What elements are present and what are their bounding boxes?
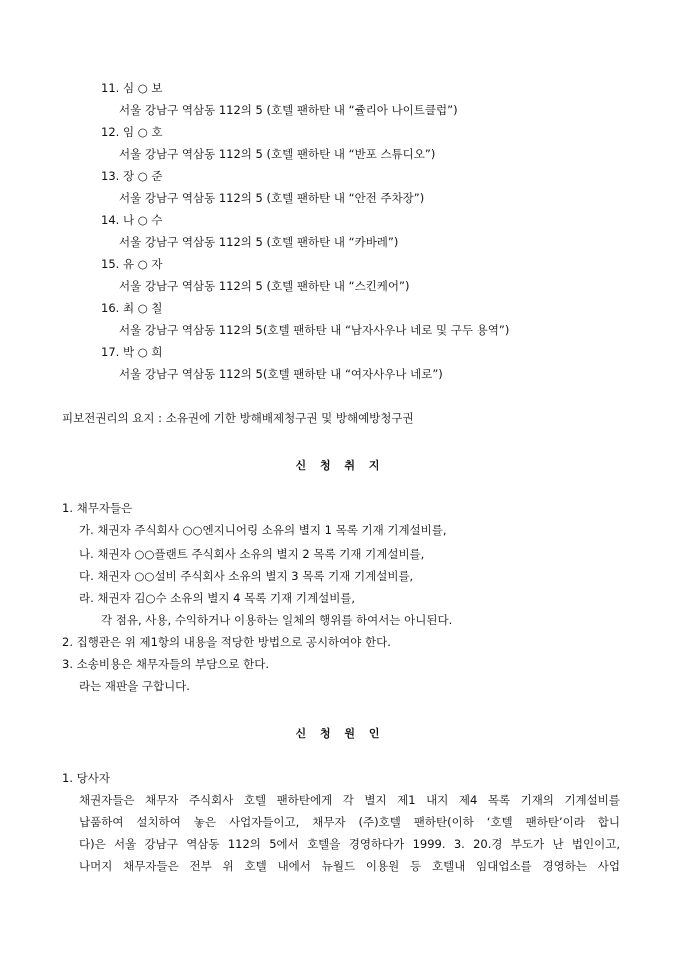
purpose-item-1: 1. 채무자들은	[62, 501, 133, 515]
party-17-address: 서울 강남구 역삼동 112의 5(호텔 팬하탄 내 “여자사우나 네로”)	[119, 367, 443, 381]
purpose-closing: 라는 재판을 구합니다.	[79, 679, 190, 693]
party-14-address: 서울 강남구 역삼동 112의 5 (호텔 팬하탄 내 “카바레”)	[119, 235, 399, 249]
party-12-name: 12. 임 ○ 호	[101, 125, 163, 139]
purpose-item-1-conclusion: 각 점유, 사용, 수익하거나 이용하는 일체의 행위를 하여서는 아니된다.	[101, 613, 453, 627]
party-16-address: 서울 강남구 역삼동 112의 5(호텔 팬하탄 내 “남자사우나 네로 및 구두 용역”)	[119, 323, 510, 337]
cause-paragraph-line-4: 나머지 채무자들은 전부 위 호텔 내에서 뉴월드 이용원 등 호텔내 임대업소를 경영하는 사업	[79, 859, 620, 873]
purpose-item-1b: 나. 채권자 ○○플랜트 주식회사 소유의 별지 2 목록 기재 기계설비를,	[79, 547, 425, 561]
party-13-address: 서울 강남구 역삼동 112의 5 (호텔 팬하탄 내 “안전 주차장”)	[119, 191, 425, 205]
section-title-purpose: 신 청 취 지	[295, 459, 385, 472]
section-title-cause: 신 청 원 인	[295, 727, 385, 740]
preserved-right-summary: 피보전권리의 요지 : 소유권에 기한 방해배제청구권 및 방해예방청구권	[62, 411, 414, 425]
purpose-item-2: 2. 집행관은 위 제1항의 내용을 적당한 방법으로 공시하여야 한다.	[62, 635, 391, 649]
purpose-item-1d: 라. 채권자 김○수 소유의 별지 4 목록 기재 기계설비를,	[79, 591, 356, 605]
purpose-item-3: 3. 소송비용은 채무자들의 부담으로 한다.	[62, 657, 269, 671]
party-11-address: 서울 강남구 역삼동 112의 5 (호텔 팬하탄 내 “쥴리아 나이트클럽”)	[119, 103, 458, 117]
cause-paragraph-line-2: 납품하여 설치하여 놓은 사업자들이고, 채무자 (주)호텔 팬하탄(이하 ‘호텔 팬하탄’이라 합니	[79, 815, 620, 829]
party-14-name: 14. 나 ○ 수	[101, 213, 163, 227]
cause-paragraph-line-3: 다)은 서울 강남구 역삼동 112의 5에서 호텔을 경영하다가 1999. 3. 20.경 부도가 난 법인이고,	[79, 837, 620, 851]
party-16-name: 16. 최 ○ 칠	[101, 301, 163, 315]
cause-paragraph-line-1: 채권자들은 채무자 주식회사 호텔 팬하탄에게 각 별지 제1 내지 제4 목록 기재의 기계설비를	[79, 793, 620, 807]
purpose-item-1c: 다. 채권자 ○○설비 주식회사 소유의 별지 3 목록 기재 기계설비를,	[79, 569, 414, 583]
party-11-name: 11. 심 ○ 보	[101, 81, 163, 95]
purpose-item-1a: 가. 채권자 주식회사 ○○엔지니어링 소유의 별지 1 목록 기재 기계설비를,	[79, 523, 447, 537]
party-15-address: 서울 강남구 역삼동 112의 5 (호텔 팬하탄 내 “스킨케어”)	[119, 279, 410, 293]
party-13-name: 13. 장 ○ 준	[101, 169, 163, 183]
party-12-address: 서울 강남구 역삼동 112의 5 (호텔 팬하탄 내 “반포 스튜디오”)	[119, 147, 436, 161]
cause-heading-parties: 1. 당사자	[62, 771, 110, 785]
party-17-name: 17. 박 ○ 희	[101, 345, 163, 359]
party-15-name: 15. 유 ○ 자	[101, 257, 163, 271]
